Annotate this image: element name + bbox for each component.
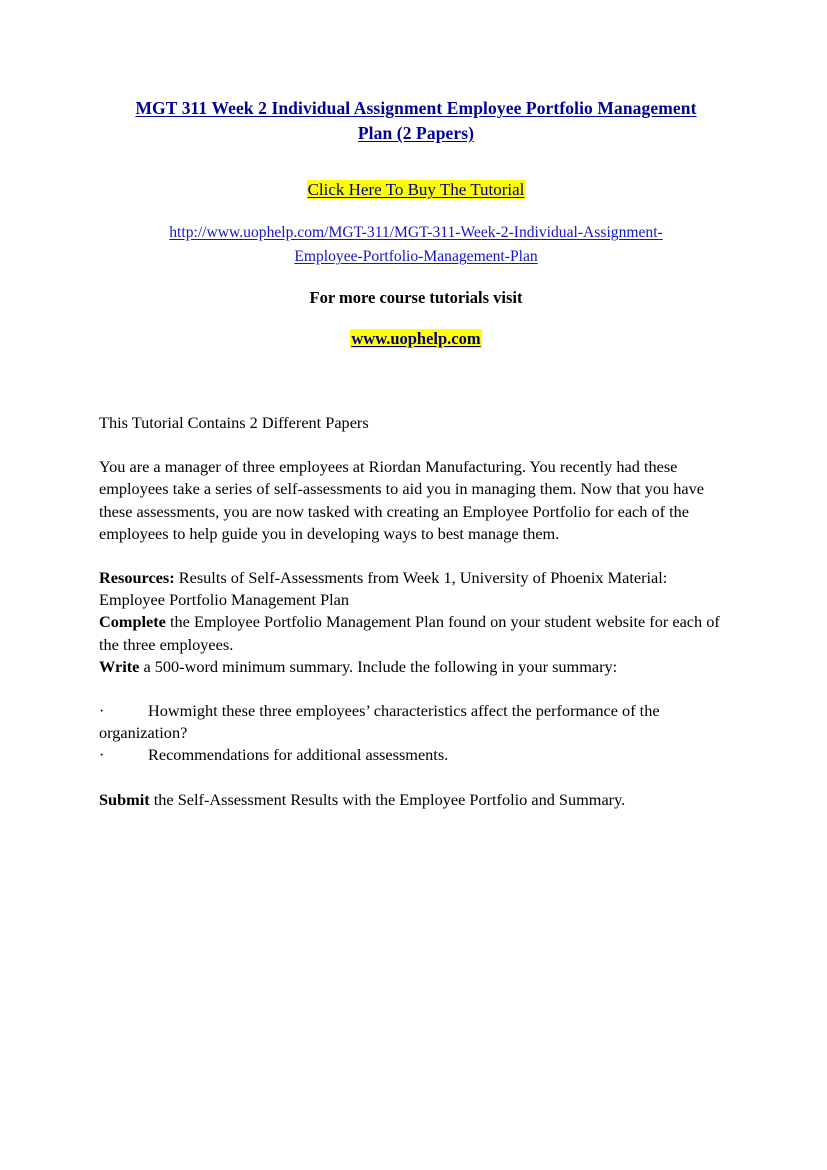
tutorial-url-line-1: http://www.uophelp.com/MGT-311/MGT-311-Week-2-Individual-Assignment- bbox=[169, 224, 663, 241]
write-label: Write bbox=[99, 656, 140, 676]
list-item-text: Recommendations for additional assessments. bbox=[148, 745, 449, 765]
submit-text: the Self-Assessment Results with the Employee Portfolio and Summary. bbox=[149, 789, 626, 809]
spacer bbox=[99, 767, 733, 789]
buy-tutorial-link[interactable]: Click Here To Buy The Tutorial bbox=[307, 180, 525, 199]
tutorial-contains-note: This Tutorial Contains 2 Different Papers bbox=[99, 413, 369, 432]
page-title-line-2: Plan (2 Papers) bbox=[357, 123, 475, 143]
spacer bbox=[99, 678, 733, 700]
resources-text: Results of Self-Assessments from Week 1, University of Phoenix Material: Employee Portfolio Management Plan bbox=[99, 568, 668, 610]
write-paragraph bbox=[99, 656, 733, 678]
document-body bbox=[99, 350, 733, 811]
site-link-line bbox=[99, 309, 733, 350]
complete-text: the Employee Portfolio Management Plan found on your student website for each of the three employees. bbox=[99, 612, 720, 654]
tutorial-url-line-2: Employee-Portfolio-Management-Plan bbox=[294, 248, 538, 265]
list-item bbox=[99, 744, 733, 766]
tutorial-url-link[interactable] bbox=[169, 224, 663, 265]
spacer bbox=[99, 545, 733, 567]
submit-paragraph bbox=[99, 789, 733, 811]
visit-prompt: For more course tutorials visit bbox=[309, 288, 523, 307]
list-item bbox=[99, 700, 733, 744]
submit-label: Submit bbox=[99, 789, 150, 809]
page-title-line-1: MGT 311 Week 2 Individual Assignment Employee Portfolio Management bbox=[135, 98, 697, 118]
list-item-text: Howmight these three employees’ characteristics affect the performance of the organization? bbox=[99, 701, 660, 743]
tutorial-url-line bbox=[99, 201, 733, 269]
uophelp-site-link[interactable]: www.uophelp.com bbox=[351, 329, 481, 348]
bullet-marker-icon: · bbox=[99, 701, 105, 721]
spacer bbox=[99, 434, 733, 456]
complete-label: Complete bbox=[99, 612, 166, 632]
write-text: a 500-word minimum summary. Include the following in your summary: bbox=[139, 656, 618, 676]
resources-label: Resources: bbox=[99, 568, 175, 588]
page-title bbox=[99, 96, 733, 146]
complete-paragraph bbox=[99, 611, 733, 655]
document-content bbox=[99, 96, 733, 811]
buy-tutorial-line bbox=[99, 146, 733, 201]
intro-paragraph: You are a manager of three employees at Riordan Manufacturing. You recently had these employees take a series of self-assessments to aid you in managing them. Now that you have these assessments, you are now tasked with creating an Employee Portfolio for each of the employees to help guide you in developing ways to best manage them. bbox=[99, 457, 704, 543]
bullet-marker-icon: · bbox=[99, 745, 105, 765]
resources-paragraph bbox=[99, 567, 733, 611]
